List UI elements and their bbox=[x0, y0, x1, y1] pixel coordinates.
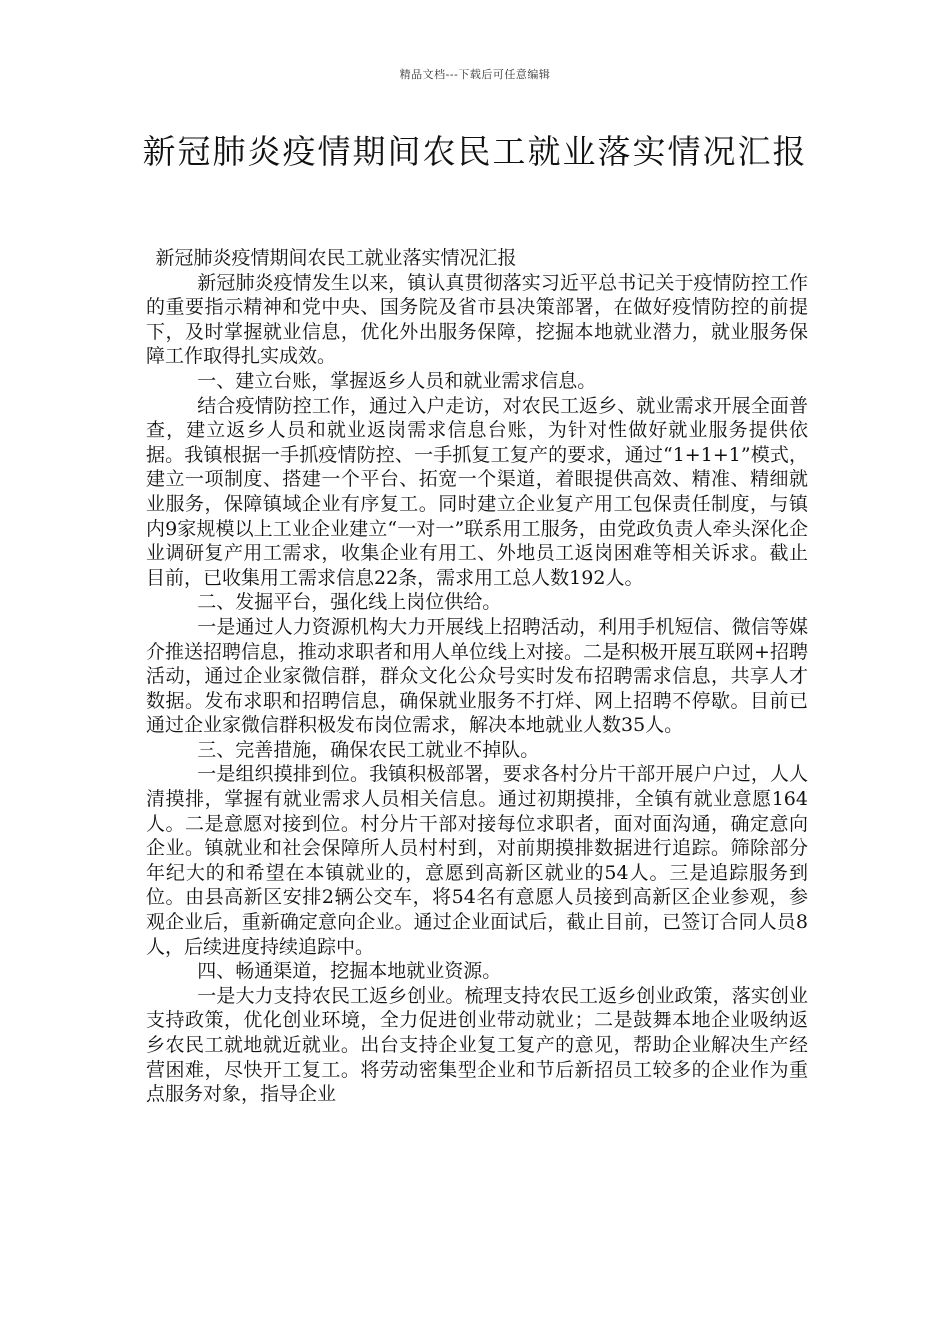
intro-paragraph: 新冠肺炎疫情发生以来，镇认真贯彻落实习近平总书记关于疫情防控工作的重要指示精神和党中央、国务院及省市县决策部署，在做好疫情防控的前提下，及时掌握就业信息，优化外出服务保障，挖掘本地就业潜力，就业服务保障工作取得扎实成效。 bbox=[146, 271, 808, 368]
section-heading-3: 三、完善措施，确保农民工就业不掉队。 bbox=[197, 738, 540, 761]
document-title: 新冠肺炎疫情期间农民工就业落实情况汇报 bbox=[142, 132, 808, 171]
body-paragraph-1: 结合疫情防控工作，通过入户走访，对农民工返乡、就业需求开展全面普查，建立返乡人员和就业返岗需求信息台账，为针对性做好就业服务提供依据。我镇根据一手抓疫情防控、一手抓复工复产的要求，通过“1+1+1”模式，建立一项制度、搭建一个平台、拓宽一个渠道，着眼提供高效、精准、精细就业服务，保障镇域企业有序复工。同时建立企业复产用工包保责任制度，与镇内9家规模以上工业企业建立“一对一”联系用工服务，由党政负责人牵头深化企业调研复产用工需求，收集企业有用工、外地员工返岗困难等相关诉求。截止目前，已收集用工需求信息22条，需求用工总人数192人。 bbox=[146, 394, 808, 589]
body-paragraph-3: 一是组织摸排到位。我镇积极部署，要求各村分片干部开展户户过，人人清摸排，掌握有就业需求人员相关信息。通过初期摸排，全镇有就业意愿164人。二是意愿对接到位。村分片干部对接每位求职者，面对面沟通，确定意向企业。镇就业和社会保障所人员村村到，对前期摸排数据进行追踪。筛除部分年纪大的和希望在本镇就业的，意愿到高新区就业的54人。三是追踪服务到位。由县高新区安排2辆公交车，将54名有意愿人员接到高新区企业参观，参观企业后，重新确定意向企业。通过企业面试后，截止目前，已签订合同人员8人，后续进度持续追踪中。 bbox=[146, 763, 808, 958]
body-paragraph-2: 一是通过人力资源机构大力开展线上招聘活动，利用手机短信、微信等媒介推送招聘信息，推动求职者和用人单位线上对接。二是积极开展互联网+招聘活动，通过企业家微信群，群众文化公众号实时发布招聘需求信息，共享人才数据。发布求职和招聘信息，确保就业服务不打烊、网上招聘不停歇。目前已通过企业家微信群积极发布岗位需求，解决本地就业人数35人。 bbox=[146, 615, 808, 737]
page-header-note: 精品文档---下载后可任意编辑 bbox=[399, 68, 551, 81]
body-paragraph-4: 一是大力支持农民工返乡创业。梳理支持农民工返乡创业政策，落实创业支持政策，优化创业环境，全力促进创业带动就业；二是鼓舞本地企业吸纳返乡农民工就地就近就业。出台支持企业复工复产的意见，帮助企业解决生产经营困难，尽快开工复工。将劳动密集型企业和节后新招员工较多的企业作为重点服务对象，指导企业 bbox=[146, 984, 808, 1106]
document-subtitle: 新冠肺炎疫情期间农民工就业落实情况汇报 bbox=[155, 247, 517, 269]
document-body bbox=[146, 246, 808, 1107]
section-heading-1: 一、建立台账，掌握返乡人员和就业需求信息。 bbox=[197, 369, 597, 392]
section-heading-2: 二、发掘平台，强化线上岗位供给。 bbox=[197, 591, 502, 614]
section-heading-4: 四、畅通渠道，挖掘本地就业资源。 bbox=[197, 960, 502, 983]
